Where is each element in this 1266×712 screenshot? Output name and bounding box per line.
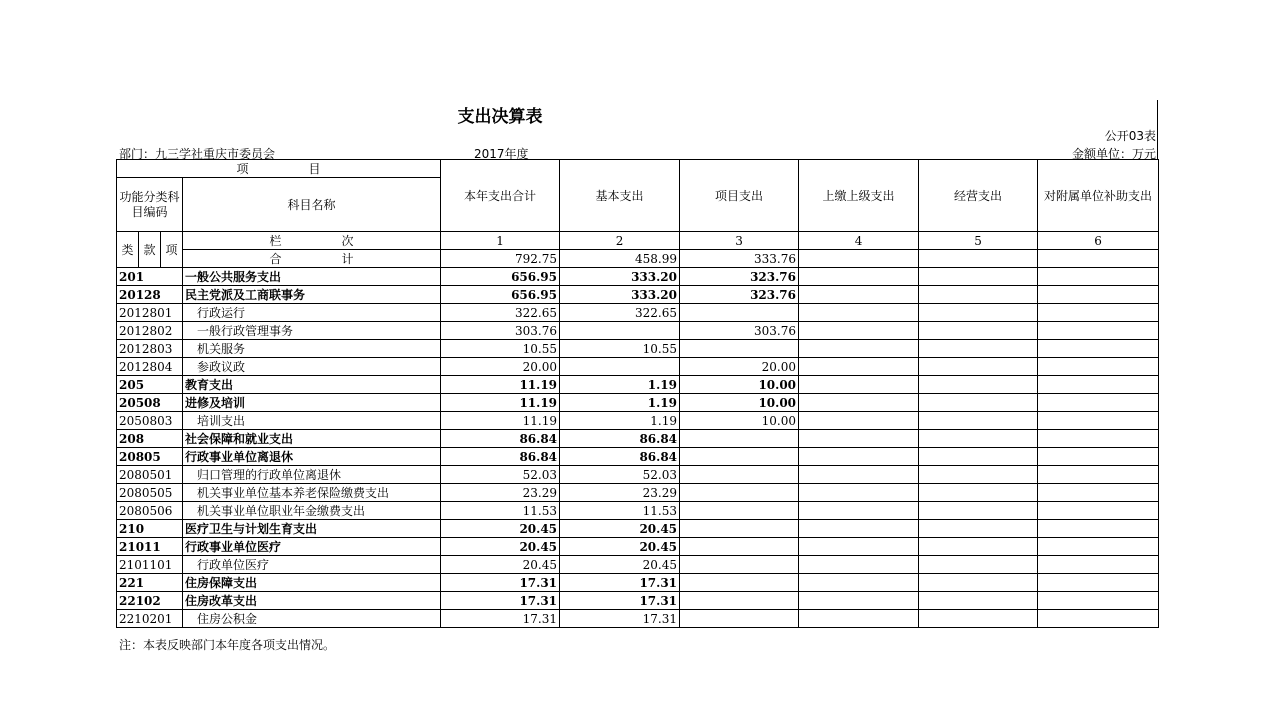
table-row	[117, 448, 1159, 466]
amount-cell-5	[919, 340, 1038, 358]
subject-name: 机关服务	[183, 340, 441, 358]
amount-cell-3	[680, 556, 799, 574]
amount-cell-2: 20.45	[560, 538, 680, 556]
amount-cell-6	[1038, 286, 1159, 304]
header-col-6: 对附属单位补助支出	[1038, 160, 1159, 232]
amount-cell-3	[680, 430, 799, 448]
amount-cell-4	[799, 412, 919, 430]
subject-code: 20805	[117, 448, 183, 466]
amount-cell-1: 322.65	[441, 304, 560, 322]
header-item: 项 目	[117, 160, 441, 178]
amount-cell-2: 1.19	[560, 412, 680, 430]
subject-name: 行政单位医疗	[183, 556, 441, 574]
total-cell-3: 333.76	[680, 250, 799, 268]
amount-cell-1: 86.84	[441, 430, 560, 448]
amount-cell-2: 1.19	[560, 394, 680, 412]
amount-cell-4	[799, 520, 919, 538]
amount-cell-1: 17.31	[441, 574, 560, 592]
table-row	[117, 268, 1159, 286]
amount-cell-5	[919, 592, 1038, 610]
table-title: 支出决算表	[457, 107, 543, 127]
subject-code: 20508	[117, 394, 183, 412]
header-col-2: 基本支出	[560, 160, 680, 232]
subject-name: 一般公共服务支出	[183, 268, 441, 286]
amount-cell-2: 17.31	[560, 592, 680, 610]
subject-name: 医疗卫生与计划生育支出	[183, 520, 441, 538]
amount-cell-6	[1038, 394, 1159, 412]
amount-cell-1: 20.45	[441, 520, 560, 538]
amount-cell-4	[799, 286, 919, 304]
col-num-6: 6	[1038, 232, 1159, 250]
subject-name: 行政事业单位医疗	[183, 538, 441, 556]
total-cell-1: 792.75	[441, 250, 560, 268]
amount-cell-4	[799, 466, 919, 484]
amount-cell-4	[799, 268, 919, 286]
table-row	[117, 610, 1159, 628]
amount-cell-3	[680, 520, 799, 538]
amount-cell-3: 10.00	[680, 394, 799, 412]
subject-name: 一般行政管理事务	[183, 322, 441, 340]
amount-cell-6	[1038, 538, 1159, 556]
subject-code: 201	[117, 268, 183, 286]
header-col-5: 经营支出	[919, 160, 1038, 232]
amount-cell-6	[1038, 592, 1159, 610]
subject-code: 2050803	[117, 412, 183, 430]
col-num-3: 3	[680, 232, 799, 250]
total-label: 合 计	[183, 250, 441, 268]
amount-cell-6	[1038, 484, 1159, 502]
total-cell-2: 458.99	[560, 250, 680, 268]
table-row	[117, 430, 1159, 448]
table-row	[117, 574, 1159, 592]
header-col-3: 项目支出	[680, 160, 799, 232]
amount-cell-6	[1038, 322, 1159, 340]
table-row	[117, 358, 1159, 376]
amount-cell-5	[919, 610, 1038, 628]
amount-cell-2: 52.03	[560, 466, 680, 484]
amount-cell-1: 656.95	[441, 286, 560, 304]
amount-cell-5	[919, 304, 1038, 322]
table-row	[117, 520, 1159, 538]
amount-cell-5	[919, 574, 1038, 592]
amount-cell-6	[1038, 358, 1159, 376]
amount-cell-5	[919, 412, 1038, 430]
amount-cell-3	[680, 448, 799, 466]
amount-cell-5	[919, 358, 1038, 376]
table-row	[117, 394, 1159, 412]
amount-cell-1: 11.19	[441, 412, 560, 430]
amount-cell-4	[799, 430, 919, 448]
amount-cell-3: 20.00	[680, 358, 799, 376]
subject-code: 2101101	[117, 556, 183, 574]
header-col-1: 本年支出合计	[441, 160, 560, 232]
amount-cell-2: 20.45	[560, 556, 680, 574]
unit-label: 金额单位：万元	[1071, 147, 1156, 161]
amount-cell-6	[1038, 610, 1159, 628]
subject-name: 住房改革支出	[183, 592, 441, 610]
amount-cell-6	[1038, 430, 1159, 448]
subject-code: 2012803	[117, 340, 183, 358]
total-cell-4	[799, 250, 919, 268]
amount-cell-1: 11.19	[441, 376, 560, 394]
amount-cell-3: 323.76	[680, 268, 799, 286]
col-num-4: 4	[799, 232, 919, 250]
amount-cell-4	[799, 484, 919, 502]
total-cell-5	[919, 250, 1038, 268]
subject-name: 住房公积金	[183, 610, 441, 628]
amount-cell-6	[1038, 556, 1159, 574]
amount-cell-5	[919, 502, 1038, 520]
subject-name: 机关事业单位基本养老保险缴费支出	[183, 484, 441, 502]
subject-code: 2012801	[117, 304, 183, 322]
amount-cell-2: 11.53	[560, 502, 680, 520]
amount-cell-4	[799, 322, 919, 340]
amount-cell-4	[799, 394, 919, 412]
subject-code: 20128	[117, 286, 183, 304]
amount-cell-1: 303.76	[441, 322, 560, 340]
amount-cell-6	[1038, 448, 1159, 466]
subject-name: 民主党派及工商联事务	[183, 286, 441, 304]
amount-cell-4	[799, 556, 919, 574]
subject-name: 培训支出	[183, 412, 441, 430]
amount-cell-1: 52.03	[441, 466, 560, 484]
subject-code: 221	[117, 574, 183, 592]
amount-cell-2	[560, 322, 680, 340]
subject-name: 机关事业单位职业年金缴费支出	[183, 502, 441, 520]
table-row	[117, 592, 1159, 610]
amount-cell-5	[919, 394, 1038, 412]
amount-cell-3: 323.76	[680, 286, 799, 304]
amount-cell-6	[1038, 376, 1159, 394]
amount-cell-2: 86.84	[560, 430, 680, 448]
amount-cell-2: 333.20	[560, 268, 680, 286]
subject-name: 归口管理的行政单位离退休	[183, 466, 441, 484]
subject-code: 2080501	[117, 466, 183, 484]
amount-cell-1: 11.53	[441, 502, 560, 520]
amount-cell-5	[919, 268, 1038, 286]
subject-name: 进修及培训	[183, 394, 441, 412]
amount-cell-6	[1038, 574, 1159, 592]
subject-name: 参政议政	[183, 358, 441, 376]
subject-name: 社会保障和就业支出	[183, 430, 441, 448]
header-subject-name: 科目名称	[183, 178, 441, 232]
amount-cell-2: 1.19	[560, 376, 680, 394]
amount-cell-1: 11.19	[441, 394, 560, 412]
amount-cell-4	[799, 502, 919, 520]
amount-cell-5	[919, 376, 1038, 394]
subject-code: 2012804	[117, 358, 183, 376]
amount-cell-6	[1038, 412, 1159, 430]
amount-cell-3	[680, 610, 799, 628]
amount-cell-4	[799, 538, 919, 556]
table-row	[117, 340, 1159, 358]
amount-cell-4	[799, 592, 919, 610]
table-row	[117, 304, 1159, 322]
subject-name: 教育支出	[183, 376, 441, 394]
amount-cell-4	[799, 574, 919, 592]
subject-name: 行政运行	[183, 304, 441, 322]
subject-code: 2012802	[117, 322, 183, 340]
amount-cell-3: 10.00	[680, 412, 799, 430]
table-row	[117, 484, 1159, 502]
amount-cell-2	[560, 358, 680, 376]
amount-cell-2: 17.31	[560, 610, 680, 628]
amount-cell-5	[919, 322, 1038, 340]
col-num-1: 1	[441, 232, 560, 250]
header-xiang: 项	[161, 232, 183, 268]
amount-cell-5	[919, 286, 1038, 304]
subject-name: 行政事业单位离退休	[183, 448, 441, 466]
subject-code: 208	[117, 430, 183, 448]
subject-name: 住房保障支出	[183, 574, 441, 592]
amount-cell-4	[799, 304, 919, 322]
amount-cell-5	[919, 448, 1038, 466]
amount-cell-6	[1038, 502, 1159, 520]
amount-cell-1: 17.31	[441, 610, 560, 628]
amount-cell-5	[919, 484, 1038, 502]
amount-cell-1: 17.31	[441, 592, 560, 610]
amount-cell-3	[680, 466, 799, 484]
amount-cell-2: 10.55	[560, 340, 680, 358]
subject-code: 210	[117, 520, 183, 538]
amount-cell-6	[1038, 340, 1159, 358]
table-row	[117, 412, 1159, 430]
amount-cell-1: 10.55	[441, 340, 560, 358]
amount-cell-2: 20.45	[560, 520, 680, 538]
subject-code: 2210201	[117, 610, 183, 628]
amount-cell-1: 20.45	[441, 556, 560, 574]
subject-code: 205	[117, 376, 183, 394]
amount-cell-5	[919, 538, 1038, 556]
amount-cell-3	[680, 574, 799, 592]
amount-cell-6	[1038, 304, 1159, 322]
amount-cell-1: 20.00	[441, 358, 560, 376]
subject-code: 21011	[117, 538, 183, 556]
table-note: 注：本表反映部门本年度各项支出情况。	[119, 638, 336, 652]
table-row	[117, 556, 1159, 574]
amount-cell-4	[799, 376, 919, 394]
col-num-2: 2	[560, 232, 680, 250]
amount-cell-3	[680, 538, 799, 556]
table-row	[117, 376, 1159, 394]
department-label: 部门：九三学社重庆市委员会	[119, 147, 276, 161]
amount-cell-3	[680, 340, 799, 358]
amount-cell-4	[799, 358, 919, 376]
table-row	[117, 538, 1159, 556]
amount-cell-2: 322.65	[560, 304, 680, 322]
amount-cell-5	[919, 430, 1038, 448]
amount-cell-2: 23.29	[560, 484, 680, 502]
amount-cell-1: 20.45	[441, 538, 560, 556]
amount-cell-3	[680, 502, 799, 520]
table-row	[117, 322, 1159, 340]
table-row	[117, 466, 1159, 484]
col-num-5: 5	[919, 232, 1038, 250]
header-kuan: 款	[139, 232, 161, 268]
header-func-code: 功能分类科目编码	[117, 178, 183, 232]
amount-cell-6	[1038, 466, 1159, 484]
amount-cell-2: 333.20	[560, 286, 680, 304]
subject-code: 2080506	[117, 502, 183, 520]
table-row	[117, 502, 1159, 520]
amount-cell-1: 23.29	[441, 484, 560, 502]
amount-cell-4	[799, 448, 919, 466]
amount-cell-1: 656.95	[441, 268, 560, 286]
amount-cell-4	[799, 340, 919, 358]
total-cell-6	[1038, 250, 1159, 268]
amount-cell-3: 303.76	[680, 322, 799, 340]
expenditure-table	[116, 159, 1159, 628]
subject-code: 2080505	[117, 484, 183, 502]
amount-cell-6	[1038, 520, 1159, 538]
amount-cell-3	[680, 592, 799, 610]
amount-cell-2: 17.31	[560, 574, 680, 592]
amount-cell-3: 10.00	[680, 376, 799, 394]
amount-cell-5	[919, 556, 1038, 574]
header-lei: 类	[117, 232, 139, 268]
amount-cell-5	[919, 466, 1038, 484]
amount-cell-3	[680, 304, 799, 322]
table-row	[117, 286, 1159, 304]
amount-cell-6	[1038, 268, 1159, 286]
header-col-row: 栏 次	[183, 232, 441, 250]
amount-cell-1: 86.84	[441, 448, 560, 466]
subject-code: 22102	[117, 592, 183, 610]
amount-cell-4	[799, 610, 919, 628]
amount-cell-2: 86.84	[560, 448, 680, 466]
amount-cell-5	[919, 520, 1038, 538]
year-label: 2017年度	[474, 147, 529, 161]
frame-line	[1157, 100, 1158, 160]
header-col-4: 上缴上级支出	[799, 160, 919, 232]
form-code: 公开03表	[1104, 129, 1156, 143]
amount-cell-3	[680, 484, 799, 502]
